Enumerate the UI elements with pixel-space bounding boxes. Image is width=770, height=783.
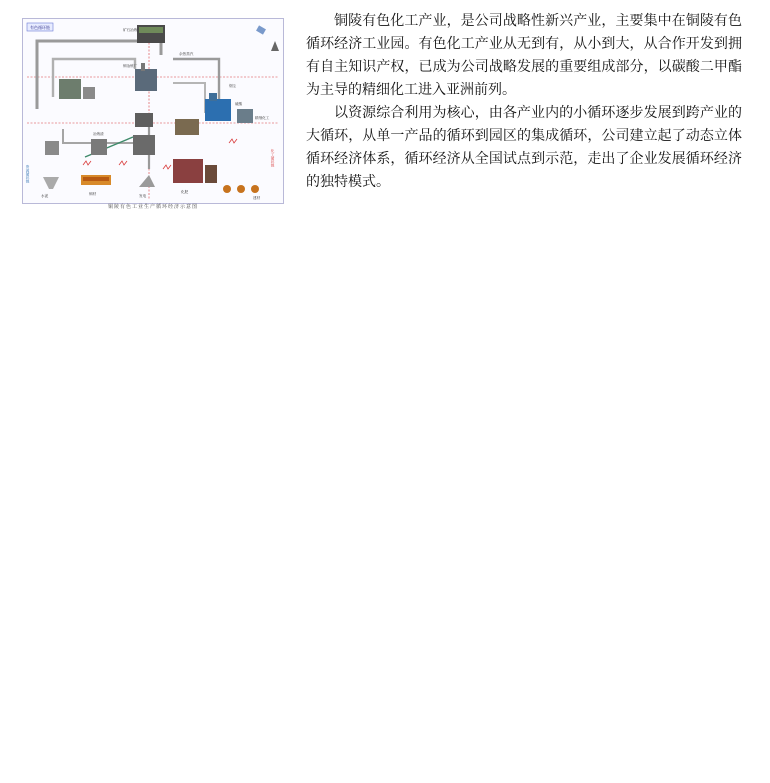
product1-label: 铜材	[89, 192, 97, 196]
copper-product-shade	[83, 177, 109, 181]
refinery-group-2	[135, 113, 153, 127]
furnace-unit	[59, 79, 81, 99]
processing-unit-2	[91, 139, 107, 155]
processing-unit-3	[133, 135, 155, 155]
circular-economy-figure	[22, 18, 284, 208]
right-note: 化工循环链	[271, 149, 275, 167]
furnace-unit-2	[83, 87, 95, 99]
power-label: 发电	[139, 194, 147, 198]
mine-building-roof	[139, 27, 163, 33]
article-paragraph-2: 以资源综合利用为核心，由各产业内的小循环逐步发展到跨产业的大循环，从单一产品的循环到园区的集成循环，公司建立起了动态立体循环经济体系，循环经济从全国试点到示范，走出了企业发展循环经济的独特模式。	[306, 105, 742, 190]
processing-unit-1	[45, 141, 59, 155]
top-banner-label: 有色循环链	[30, 25, 50, 30]
cement-label: 水泥	[41, 194, 49, 198]
article-body	[306, 10, 742, 194]
cement-hopper	[43, 177, 59, 189]
pipe-right-mid	[173, 83, 205, 113]
mine-label: 矿石冶炼	[123, 28, 138, 32]
smelter-building	[135, 69, 157, 91]
flow-marker-3	[229, 139, 237, 143]
article-paragraph-1: 铜陵有色化工产业，是公司战略性新兴产业，主要集中在铜陵有色循环经济工业园。有色化工产业从无到有，从小到大，从合作开发到拥有自主知识产权，已成为公司战略发展的重要组成部分，以碳酸二甲酯为主导的精细化工进入亚洲前列。	[306, 13, 742, 98]
dust-label: 烟尘	[229, 84, 237, 88]
acid-label: 硫酸	[235, 102, 243, 106]
diagram-frame	[22, 18, 284, 204]
product-coil-2	[237, 185, 245, 193]
chem-label: 精细化工	[255, 116, 270, 120]
refinery-group	[175, 119, 199, 135]
steam-label: 余热蒸汽	[179, 52, 194, 56]
flow-marker-1	[83, 161, 91, 165]
fertilizer-tank	[205, 165, 217, 183]
satellite-icon	[256, 25, 266, 34]
acid-plant	[205, 99, 231, 121]
ore-pile	[139, 175, 155, 187]
figure-caption: 铜陵有色工业生产循环经济示意图	[107, 204, 198, 210]
circular-economy-diagram	[23, 19, 283, 203]
acid-plant-top	[209, 93, 217, 101]
flow-marker-2	[119, 161, 127, 165]
product-coil-1	[223, 185, 231, 193]
chem-plant	[237, 109, 253, 123]
crane-icon	[271, 41, 279, 51]
product3-label: 建材	[253, 196, 261, 200]
product-coil-3	[251, 185, 259, 193]
slag-label: 冶炼渣	[93, 132, 104, 136]
product2-label: 化肥	[181, 190, 189, 194]
smelter-stack	[141, 63, 145, 71]
smelter-label: 铜冶炼厂	[123, 64, 138, 68]
left-note: 资源循环链	[26, 165, 30, 183]
flow-marker-4	[163, 165, 171, 169]
fertilizer-plant	[173, 159, 203, 183]
